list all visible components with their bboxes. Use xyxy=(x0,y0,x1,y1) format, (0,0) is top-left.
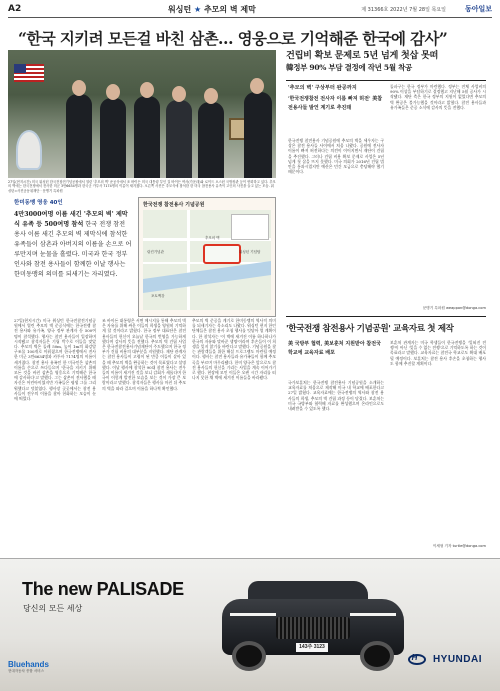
person-figure xyxy=(198,102,224,178)
suv-image xyxy=(218,577,408,673)
hyundai-wordmark: HYUNDAI xyxy=(432,654,482,666)
palisade-advertisement[interactable] xyxy=(0,558,500,691)
story-body-col3: 추모의 벽 준공을 계기로 한미동맹의 역사적 의미를 되새기자는 목소리도 나왔다. 워싱턴 현지 한인 단체들은 참전 용사 초청 행사를 잇달아 열 계획이다. 한 참석자는 '이 벽에 새겨진 이름 하나하나가 한국의 자유와 맞바꾼 생명'이라며 후손들이 이 희생을 잊지 않기를 바란다고 말했다. 기념공원을 찾는 관람객들을 위한 해설 프로그램도 마련될 예정이다. 행사는 참전 용사들과 유가족들이 함께 추모곡을 부르며 마무리됐다. 한미 양국은 앞으로도 참전 용사들의 헌신을 기리는 사업을 계속 이어가기로 했다. 현장에 모인 이들은 오랜 시간 자리를 떠나지 못한 채 벽에 새겨진 이름들을 바라봤다. xyxy=(192,318,276,381)
page-header xyxy=(8,4,492,18)
bluehands-tag: 현대자동차 종합 서비스 xyxy=(8,669,45,673)
headlight-icon xyxy=(230,613,276,616)
wheel-icon xyxy=(360,641,394,671)
map-label-washington: 워싱턴 기념탑 xyxy=(239,250,261,254)
person-figure xyxy=(100,98,126,178)
car-grille xyxy=(276,617,350,639)
second-story-col1: 국가보훈처는 한국전쟁 참전용사 기념공원을 소개하는 교육자료를 처음으로 제작해 미국 내 학교에 배포한다고 27일 밝혔다. 교육자료에는 한국전쟁의 역사와 참전 용사들의 희생, 추모의 벽 건립 과정 등이 담겼다. 보훈처는 미국 국방부와 협력해 자료를 완성했으며 온라인으로도 내려받을 수 있도록 했다. xyxy=(288,380,384,412)
map-label-lincoln: 링컨기념관 xyxy=(147,250,164,254)
lead-text: 한국 전쟁 참전 용사 이름 새긴 추모의 벽 제막식에 참석한 유족들이 삼촌과 아버지의 이름을 손으로 어루만지며 눈물을 흘렸다. 미국과 한국 정부 인사와 참전 용사들이 함께한 이날 행사는 한미동맹의 의미를 되새기는 자리였다. xyxy=(14,221,132,278)
issue-meta: 제 31366호 2022년 7월 28일 목요일 xyxy=(361,7,446,13)
main-headline: “한국 지키려 모든걸 바친 삼촌… 영웅으로 기억해준 한국에 감사” xyxy=(18,29,448,48)
bluehands-name: Bluehands xyxy=(8,660,49,669)
us-flag-icon xyxy=(14,64,44,82)
person-figure xyxy=(244,92,272,178)
story-body-col2: 조 바이든 대통령은 서면 메시지를 통해 추모의 벽은 자유를 위해 싸운 이들의 희생을 영원히 기억하게 할 것이라고 밝혔다. 한국 정부 대표단은 참전 용사들의 헌신이 오늘날 한국의 번영을 가능하게 했다며 감사의 뜻을 전했다. 추모의 벽 건립 사업은 한국전참전용사기념재단이 주도했으며 한국 정부가 건립 비용의 대부분을 지원했다. 재단 관계자는 참전 용사들이 고령이 된 만큼 이들이 살아 있을 때 추모의 벽을 완공하는 것이 목표였다고 설명했다. 이날 행사에 참석한 90대 참전 용사는 전우들의 이름이 새겨진 것을 보니 감회가 새롭다며 한국이 이렇게 발전한 모습을 보는 것이 가장 큰 보람이라고 말했다. 참석자들은 행사를 마친 뒤 추모의 벽을 따라 걸으며 이름을 하나씩 확인했다. xyxy=(102,318,186,391)
second-story-col2: 보훈처 관계자는 미국 학생들이 한국전쟁을 '잊혀진 전쟁'이 아닌 '잊을 수 없는 전쟁'으로 기억하도록 하는 것이 목표라고 말했다. 교육자료는 참전국 학교로도 확대 배포될 예정이다. 보훈처는 참전 용사 후손을 초청하는 행사도 함께 추진할 계획이다. xyxy=(390,340,486,366)
person-figure xyxy=(134,96,160,178)
location-map xyxy=(138,197,276,317)
lead-highlight: 4만3000여명 이름 새긴 '추모의 벽' 제막식 유족 등 500여명 참석 xyxy=(14,211,128,228)
map-river xyxy=(143,261,271,293)
side-author: 문병기 특파원 weappon@donga.com xyxy=(422,306,486,310)
map-label-river: 포토맥강 xyxy=(151,294,165,298)
hyundai-logo xyxy=(408,654,482,665)
star-icon: ★ xyxy=(193,5,202,14)
side-byline: '추모의 벽' 구상부터 완공까지 xyxy=(288,85,357,91)
second-story-author: 이세형 기자 turtle@donga.com xyxy=(432,544,486,548)
wheel-icon xyxy=(232,641,266,671)
map-title: 한국전쟁 참전용사 기념공원 xyxy=(143,202,205,208)
section-title xyxy=(168,4,256,15)
side-body-col1: 한국전쟁 참전용사 기념공원에 추모의 벽을 세우자는 구상은 참전 용사들 사이에서 처음 나왔다. 공원에 전사자 이름이 빠져 허전하다는 의견이 이어지면서 재단이 건립을 추진했다. 그러나 건립 비용 확보 문제로 사업은 5년 넘게 첫 삽을 뜨지 못했다. 미국 의회가 2016년 건립 법안을 통과시켰지만 예산은 민간 모금으로 충당해야 했기 때문이다. xyxy=(288,138,384,175)
wreath-icon xyxy=(16,130,42,170)
side-body-col2: 돌파구는 한국 정부가 마련했다. 정부는 전체 사업비의 90% 이상을 부담하기로 결정했고 지난해 5월 공사가 시작됐다. 재단 측은 한국 정부의 지원이 없었다면 추모의 벽 완공은 불가능했을 것이라고 밝혔다. 참전 용사들과 유가족들은 준공 소식에 감사의 뜻을 전했다. xyxy=(390,84,486,110)
ad-subtitle: 당신의 모든 세상 xyxy=(23,604,83,613)
hyundai-emblem-icon xyxy=(408,654,426,665)
ad-title: The new PALISADE xyxy=(22,579,184,599)
section-name: 추모의 벽 제막 xyxy=(203,5,256,14)
map-area xyxy=(143,210,271,310)
masthead-logo: 동아일보 xyxy=(464,4,492,13)
license-plate: 143주 3123 xyxy=(296,643,328,652)
side-headline-line2: 韓정부 90% 부담 결정에 작년 5월 착공 xyxy=(286,63,412,72)
side-lead: '한국전쟁참전 전사자 이름 빠져 허전' 美참전용사들 발언 계기로 추진돼 xyxy=(288,96,383,111)
photo-caption: 27일(현지시간) 미국 워싱턴 한국전참전기념공원에서 열린 '추모의 벽' 준공식에서 조 바이든 미국 대통령 부인 질 바이든 여사(가운데)와 로이드 오스틴 국방장관 등이 헌화하고 있다. 추모의 벽에는 한국전쟁에서 전사한 미군 3만6634명과 한국군 카투사 7174명의 이름이 새겨졌다. 오른쪽 사진은 추모식에 참석한 한 미국 참전용사 유족이 고인의 사진을 들고 있는 모습. 워싱턴=사진공동취재단 · 문병기 특파원 xyxy=(8,180,276,193)
person-figure xyxy=(66,94,92,178)
map-road xyxy=(187,210,190,310)
map-inset xyxy=(231,214,269,240)
second-story-headline: '한국전쟁 참전용사 기념공원' 교육자료 첫 제작 xyxy=(286,324,454,334)
side-headline-line1: 건립비 확보 문제로 5년 넘게 첫삽 못떠 xyxy=(286,50,439,61)
section-prefix: 워싱턴 xyxy=(168,5,192,14)
section-divider xyxy=(286,80,486,81)
ceremony-photo xyxy=(8,50,276,178)
map-label-memorial: 추모의 벽 xyxy=(205,236,220,240)
section-divider xyxy=(286,316,486,317)
story-byline: 한미동맹 영웅 40인 xyxy=(14,200,63,206)
memorial-location-marker xyxy=(203,244,241,264)
second-story-lead: 美 국방부 협력, 美보훈처 지원받아 참전국 학교에 교육자료 배포 xyxy=(288,341,381,356)
bluehands-logo xyxy=(8,660,49,674)
side-headline xyxy=(286,50,486,74)
story-body-col1: 27일(현지시간) 미국 워싱턴 한국전참전기념공원에서 열린 추모의 벽 준공식에는 한국전쟁 참전 용사와 유가족, 양국 정부 관계자 등 500여 명이 참석했다. 행사는 참전 용사들이 입장하며 시작됐고 참석자들은 기립 박수로 이들을 맞았다. 추모의 벽은 둘레 50m, 높이 1m의 화강암 구조물 100개로 이뤄졌으며 한국전쟁에서 전사한 미군 3만6634명과 카투사 7174명의 이름이 새겨졌다. 참전 용사 유족인 한 미국인은 삼촌의 이름을 손으로 쓰다듬으며 '한국을 지키기 위해 모든 것을 바친 삼촌을 영웅으로 기억해준 한국에 감사하다'고 말했다. 그는 삼촌이 전사했을 때 자신은 어린아이였지만 가족들은 평생 그를 그리워했다고 덧붙였다. 행사장 곳곳에서는 참전 용사들이 전우의 이름을 찾아 헌화하는 모습이 눈에 띄었다. xyxy=(14,318,96,402)
headlight-icon xyxy=(350,613,396,616)
page-number: A2 xyxy=(8,4,22,14)
story-lead xyxy=(14,210,132,280)
person-figure xyxy=(166,100,192,178)
